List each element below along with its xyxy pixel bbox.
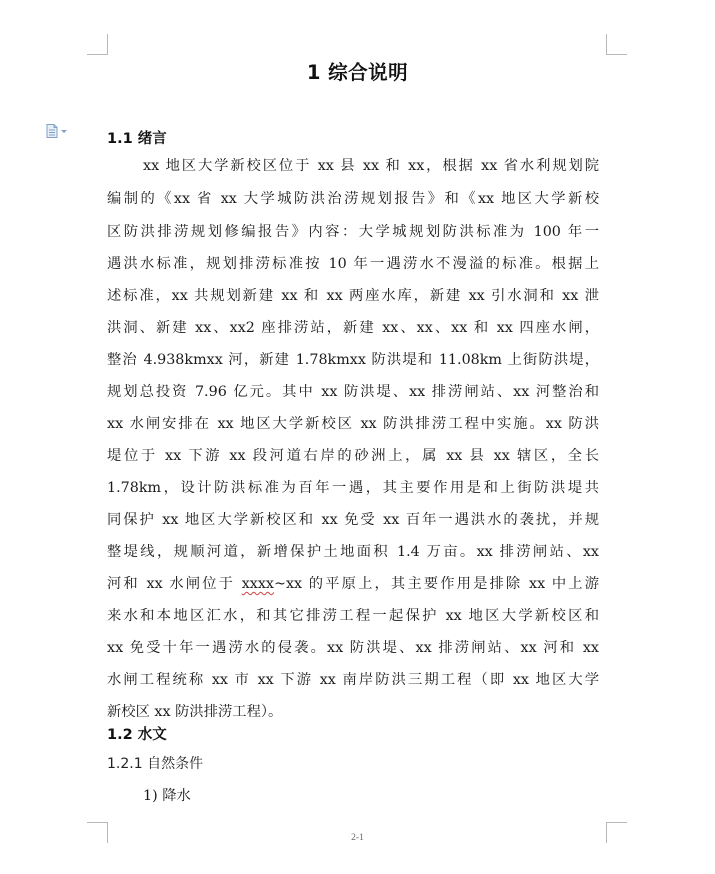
line-text: ~xx 的平原上，其主要作用是排除 xx 中上游 bbox=[274, 576, 599, 592]
paragraph-line: 洪洞、新建 xx、xx2 座排涝站，新建 xx、xx、xx 和 xx 四座水闸， bbox=[107, 320, 599, 336]
subsection-heading-1-2-1: 1.2.1 自然条件 bbox=[107, 756, 204, 772]
paragraph-line: xx 免受十年一遇涝水的侵袭。xx 防洪堤、xx 排涝闸站、xx 河和 xx bbox=[107, 640, 599, 656]
paragraph-line: xx 地区大学新校区位于 xx 县 xx 和 xx，根据 xx 省水利规划院 bbox=[143, 158, 599, 174]
paragraph-line: 新校区 xx 防洪排涝工程）。 bbox=[107, 704, 283, 720]
paragraph-line: xx 水闸安排在 xx 地区大学新校区 xx 防洪排涝工程中实施。xx 防洪 bbox=[107, 416, 599, 432]
spellcheck-flagged-word[interactable]: xxxx bbox=[241, 576, 274, 592]
paragraph-line: 区防洪排涝规划修编报告》内容：大学城规划防洪标准为 100 年一 bbox=[107, 224, 599, 240]
paragraph-line: 来水和本地区汇水，和其它排涝工程一起保护 xx 地区大学新校区和 bbox=[107, 608, 599, 624]
paragraph-line: 水闸工程统称 xx 市 xx 下游 xx 南岸防洪三期工程（即 xx 地区大学 bbox=[107, 672, 599, 688]
crop-mark-top-right bbox=[606, 34, 627, 55]
paragraph-options-button[interactable] bbox=[46, 124, 67, 138]
crop-mark-top-left bbox=[87, 34, 108, 55]
paragraph-line: 1.78km，设计防洪标准为百年一遇，其主要作用是和上街防洪堤共 bbox=[107, 480, 599, 496]
paragraph-line: 述标准，xx 共规划新建 xx 和 xx 两座水库，新建 xx 引水洞和 xx 泄 bbox=[107, 288, 599, 304]
line-text: 河和 xx 水闸位于 bbox=[107, 576, 242, 592]
paragraph-line: 遇洪水标准，规划排涝标准按 10 年一遇涝水不漫溢的标准。根据上 bbox=[107, 256, 599, 272]
paragraph-line-with-spellcheck bbox=[107, 573, 599, 595]
document-icon bbox=[46, 124, 58, 138]
page-title: 1 综合说明 bbox=[306, 61, 409, 84]
paragraph-line: 整治 4.938kmxx 河，新建 1.78kmxx 防洪堤和 11.08km 上街防洪堤， bbox=[107, 352, 599, 368]
paragraph-line: 编制的《xx 省 xx 大学城防洪治涝规划报告》和《xx 地区大学新校 bbox=[107, 191, 599, 207]
paragraph-line: 整堤线，规顺河道，新增保护土地面积 1.4 万亩。xx 排涝闸站、xx bbox=[107, 544, 599, 560]
paragraph-line: 堤位于 xx 下游 xx 段河道右岸的砂洲上，属 xx 县 xx 辖区，全长 bbox=[107, 448, 599, 464]
section-heading-1-1: 1.1 绪言 bbox=[107, 131, 167, 147]
paragraph-line: 同保护 xx 地区大学新校区和 xx 免受 xx 百年一遇洪水的袭扰，并规 bbox=[107, 512, 599, 528]
chevron-down-icon bbox=[61, 130, 67, 133]
page-number: 2-1 bbox=[351, 833, 364, 843]
section-heading-1-2: 1.2 水文 bbox=[107, 727, 167, 743]
list-item: 1) 降水 bbox=[143, 788, 191, 804]
paragraph-line: 规划总投资 7.96 亿元。其中 xx 防洪堤、xx 排涝闸站、xx 河整治和 bbox=[107, 384, 599, 400]
